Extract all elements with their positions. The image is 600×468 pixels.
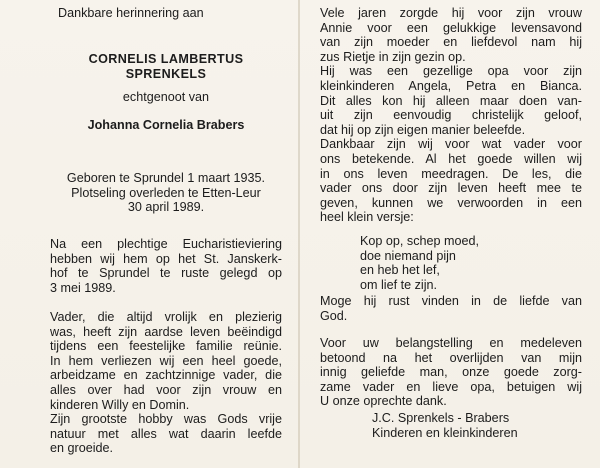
tribute-line: geven, kunnen we verwoorden in een [320,195,582,210]
poem-line: Kop op, schep moed, [360,234,480,248]
blessing-paragraph [320,294,582,323]
spouse-label: echtgenoot van [122,90,210,104]
tribute-line: heel klein versje: [320,210,414,225]
fold-line [298,0,300,468]
dates-line: 30 april 1989. [127,200,205,215]
life-line: alles over had voor zijn vrouw en [50,382,282,397]
service-line: hebben wij hem op het St. Janskerk- [50,251,282,266]
name-line-1: CORNELIS LAMBERTUS [88,52,244,66]
life-line: kinderen Willy en Domin. [50,397,190,412]
thanks-line: zame vader en lieve opa, betuigen wij [320,379,582,394]
tribute-line: uit zijn eenvoudig christelijk geloof, [320,108,582,123]
thanks-paragraph [320,336,582,409]
blessing-line: Moge hij rust vinden in de liefde van [320,294,582,308]
dates-line: Plotseling overleden te Etten-Leur [71,185,261,200]
service-line: Na een plechtige Eucharistieviering [50,237,282,251]
thanks-line: Voor uw belangstelling en medeleven [320,336,582,350]
life-line: was, heeft zijn aardse leven beëindigd [50,324,282,339]
blessing-line: God. [320,308,348,323]
poem-line: doe niemand pijn [360,248,456,263]
service-line: hof te Sprundel te ruste gelegd op [50,266,282,281]
tribute-line: Annie voor een gelukkige levensavond [320,20,582,35]
thanks-line: U onze oprechte dank. [320,394,447,409]
deceased-name [50,52,282,81]
service-paragraph [50,237,282,295]
tribute-line: Dit alles kon hij alleen maar doen van- [320,93,582,108]
tribute-line: Vele jaren zorgde hij voor zijn vrouw [320,6,582,20]
life-line: tijdens een feestelijke familie reünie. [50,339,282,354]
tribute-line: kleinkinderen Angela, Petra en Bianca. [320,78,582,93]
tribute-line: Dankbaar zijn wij voor wat vader voor [320,137,582,152]
dates-line: Geboren te Sprundel 1 maart 1935. [66,171,266,185]
poem-line: om lief te zijn. [360,277,437,292]
tribute-line: dat hij op zijn eigen manier beleefde. [320,122,526,137]
service-line: 3 mei 1989. [50,280,116,295]
intro-line: Dankbare herinnering aan [58,6,204,20]
life-line: Zijn grootste hobby was Gods vrije [50,412,282,427]
tribute-line: Hij was een gezellige opa voor zijn [320,64,582,79]
tribute-line: van zijn moeder en liefdevol nam hij [320,35,582,50]
signature-line: Kinderen en kleinkinderen [372,425,518,440]
life-line: In hem verliezen wij een heel goede, [50,353,282,368]
tribute-line: vader ons door zijn leven heeft mee te [320,181,582,196]
thanks-line: betoond na het overlijden van mijn [320,350,582,365]
spouse-name: Johanna Cornelia Brabers [87,118,245,132]
poem [320,234,582,292]
dates-paragraph [50,171,282,215]
life-line: Vader, die altijd vrolijk en plezierig [50,310,282,324]
life-paragraph [50,310,282,456]
thanks-line: innig geliefde man, onze goede zorg- [320,365,582,380]
life-line: arbeidzame en zachtzinnige vader, die [50,368,282,383]
signature-line: J.C. Sprenkels - Brabers [372,411,510,425]
tribute-line: zus Rietje in zijn gezin op. [320,49,466,64]
tribute-line: ons betekende. Al het goede willen wij [320,151,582,166]
life-line: natuur met alles wat daarin leefde [50,426,282,441]
life-line: en groeide. [50,441,114,456]
name-line-2: SPRENKELS [125,66,207,81]
signature-block [320,411,582,440]
tribute-paragraph [320,6,582,225]
poem-line: en heb het lef, [360,263,440,278]
tribute-line: in ons leven meedragen. De les, die [320,166,582,181]
